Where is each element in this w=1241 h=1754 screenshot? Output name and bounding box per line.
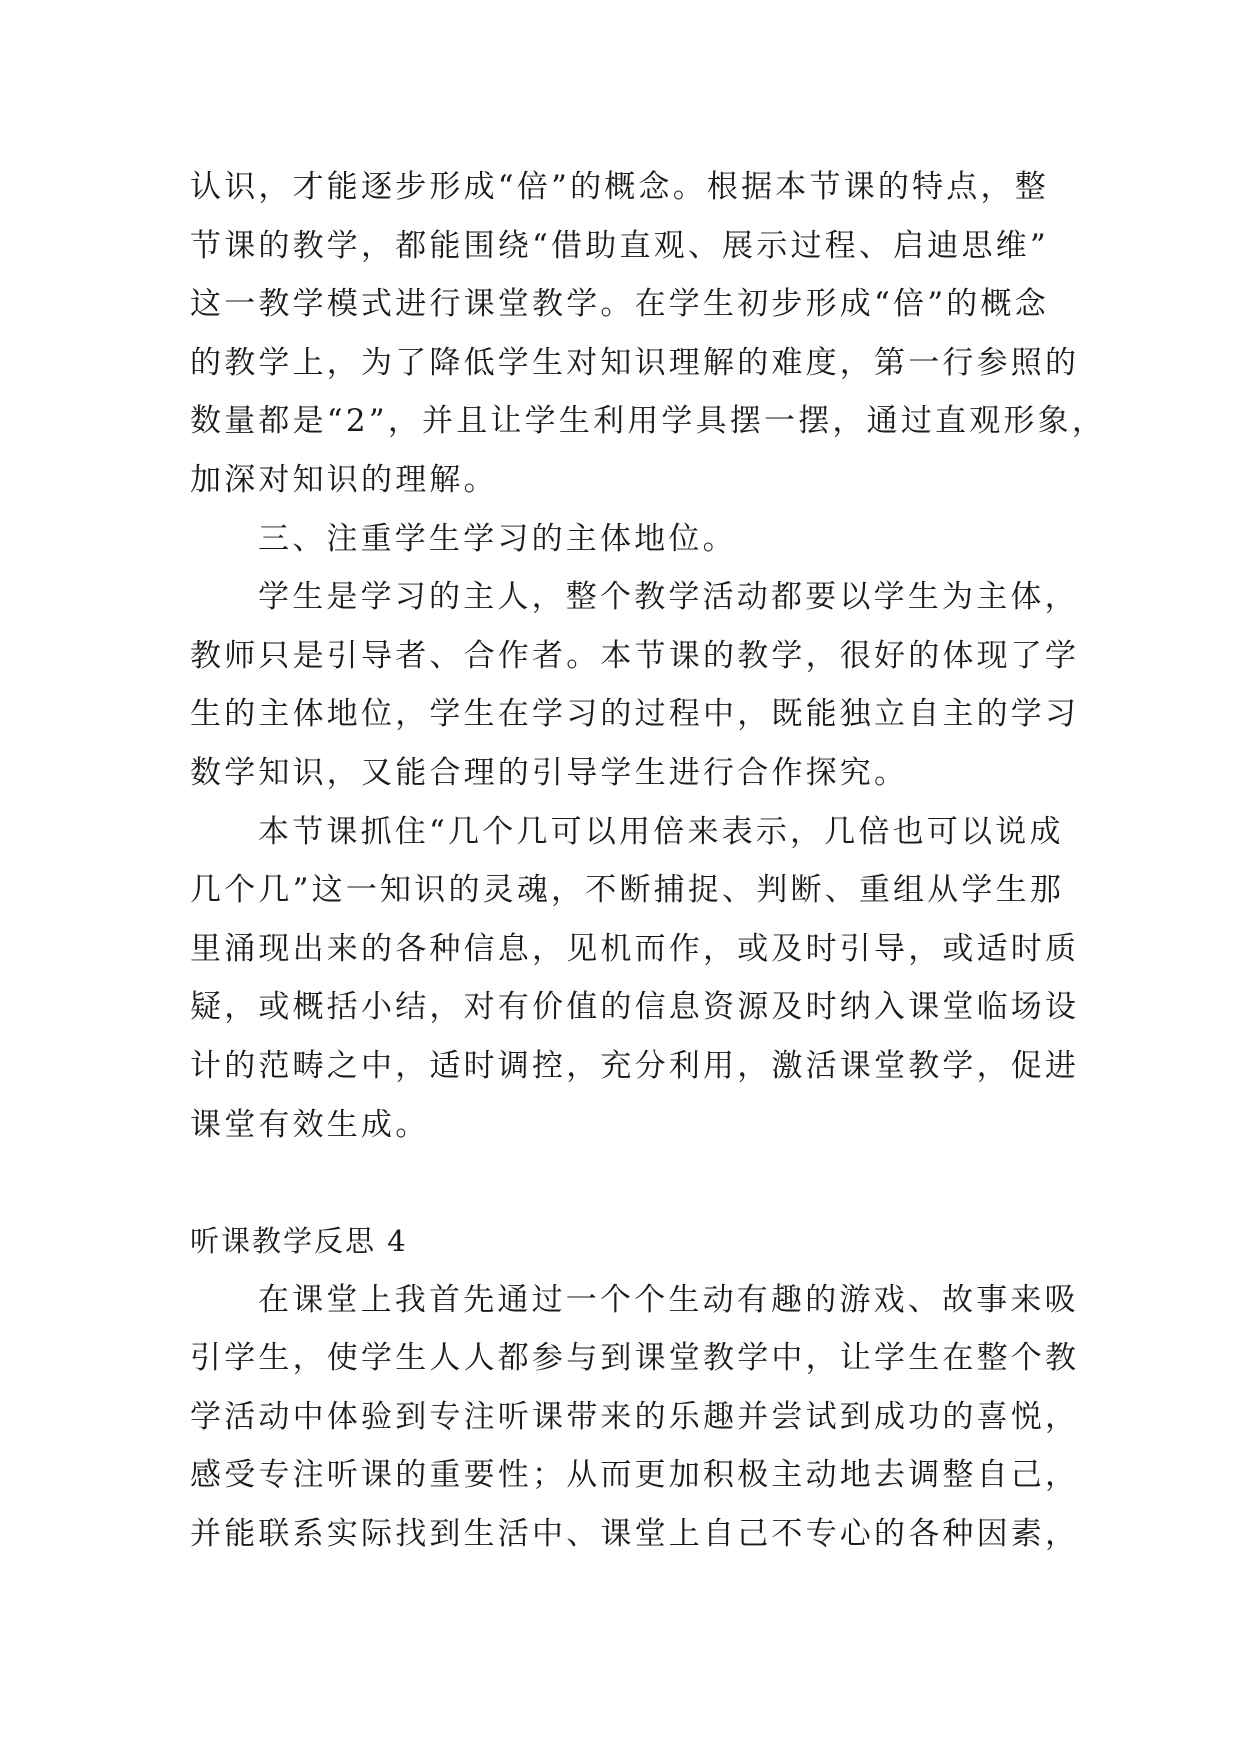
text-line: 计的范畴之中，适时调控，充分利用，激活课堂教学，促进 bbox=[190, 1047, 1080, 1084]
text-line: 教师只是引导者、合作者。本节课的教学，很好的体现了学 bbox=[190, 637, 1080, 674]
text-line: 几个几”这一知识的灵魂，不断捕捉、判断、重组从学生那 bbox=[190, 872, 1065, 909]
section-heading: 听课教学反思 4 bbox=[190, 1224, 408, 1259]
text-line: 本节课抓住“几个几可以用倍来表示，几倍也可以说成 bbox=[258, 813, 1064, 850]
text-line: 加深对知识的理解。 bbox=[190, 461, 498, 498]
text-line: 课堂有效生成。 bbox=[190, 1106, 430, 1143]
text-line: 数量都是“2”，并且让学生利用学具摆一摆，通过直观形象， bbox=[190, 403, 1107, 440]
text-line: 里涌现出来的各种信息，见机而作，或及时引导，或适时质 bbox=[190, 930, 1080, 967]
paragraph-continuation bbox=[190, 158, 1107, 510]
paragraph-reflection bbox=[190, 1271, 1080, 1564]
text-line: 这一教学模式进行课堂教学。在学生初步形成“倍”的概念 bbox=[190, 286, 1049, 323]
text-line: 数学知识，又能合理的引导学生进行合作探究。 bbox=[190, 754, 909, 791]
text-line: 疑，或概括小结，对有价值的信息资源及时纳入课堂临场设 bbox=[190, 989, 1080, 1026]
text-line: 的教学上，为了降低学生对知识理解的难度，第一行参照的 bbox=[190, 344, 1080, 381]
text-line: 生的主体地位，学生在学习的过程中，既能独立自主的学习 bbox=[190, 696, 1080, 733]
text-line: 节课的教学，都能围绕“借助直观、展示过程、启迪思维” bbox=[190, 227, 1049, 264]
text-line: 学生是学习的主人，整个教学活动都要以学生为主体， bbox=[258, 579, 1079, 616]
text-line: 学活动中体验到专注听课带来的乐趣并尝试到成功的喜悦， bbox=[190, 1398, 1080, 1435]
section-three-title: 三、注重学生学习的主体地位。 bbox=[258, 520, 737, 557]
section-spacer bbox=[190, 1154, 1050, 1212]
text-line: 引学生，使学生人人都参与到课堂教学中，让学生在整个教 bbox=[190, 1340, 1080, 1377]
text-line: 在课堂上我首先通过一个个生动有趣的游戏、故事来吸 bbox=[258, 1281, 1079, 1318]
paragraph-soul bbox=[190, 803, 1080, 1155]
document-page bbox=[190, 158, 1107, 1564]
paragraph-subject bbox=[190, 568, 1080, 802]
text-line: 感受专注听课的重要性；从而更加积极主动地去调整自己， bbox=[190, 1457, 1080, 1494]
text-line: 并能联系实际找到生活中、课堂上自己不专心的各种因素， bbox=[190, 1516, 1080, 1553]
text-line: 认识，才能逐步形成“倍”的概念。根据本节课的特点，整 bbox=[190, 169, 1049, 205]
